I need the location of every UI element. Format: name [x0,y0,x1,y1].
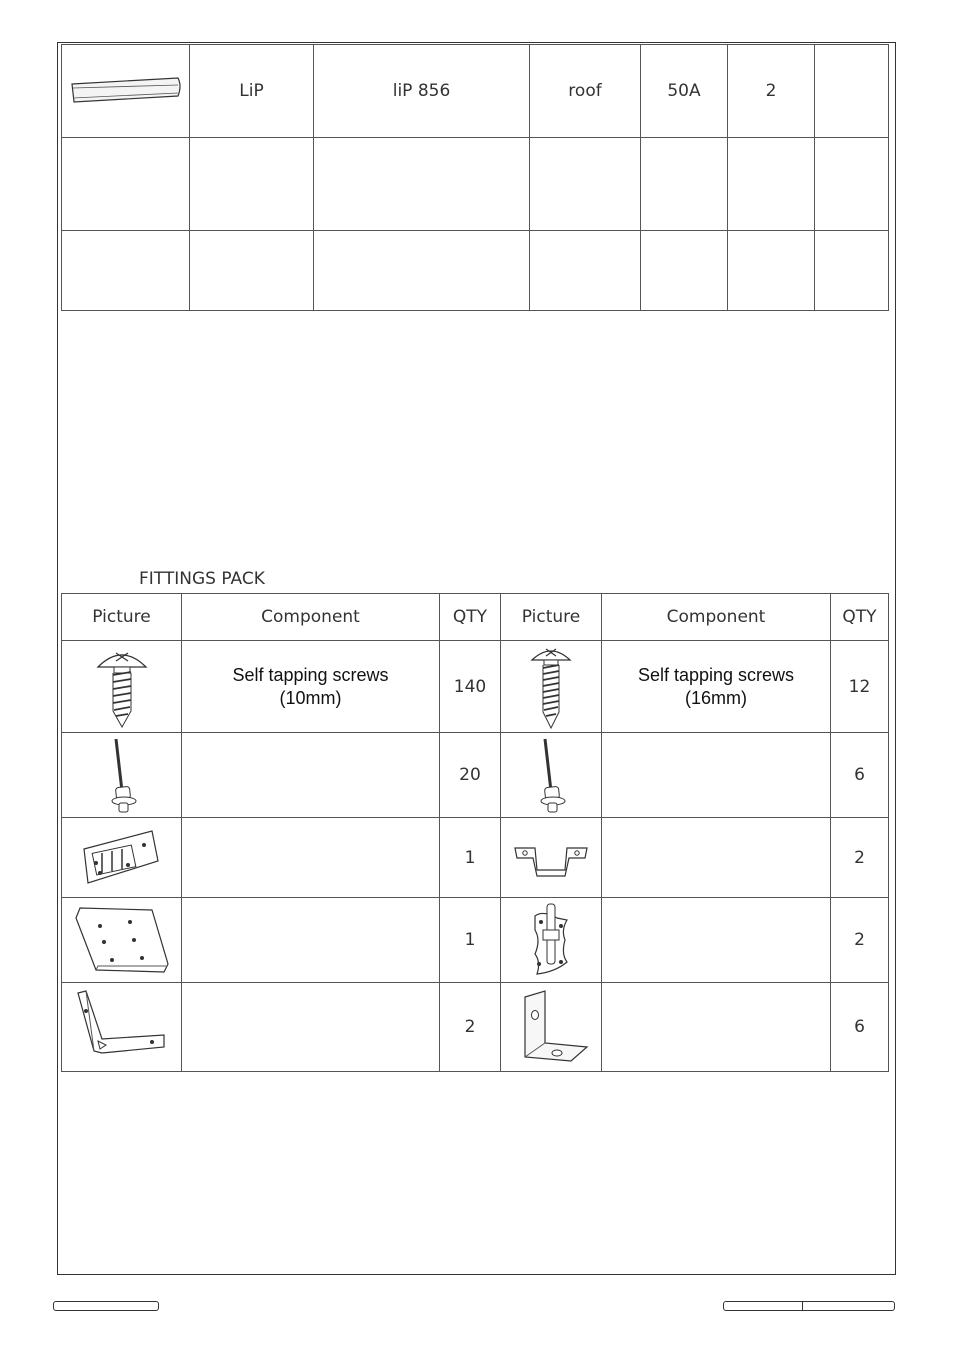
fittings-pack-title: FITTINGS PACK [139,569,265,589]
screw-long-icon [526,644,576,730]
hasp-hinge-icon [80,827,164,889]
screw-short-icon [92,645,152,729]
parts-table [61,44,889,311]
header-component: Component [602,594,831,641]
part-location: roof [530,45,641,138]
fitting-picture [62,983,182,1072]
fitting-picture [62,818,182,898]
fitting-picture [501,983,602,1072]
footer-left-box [53,1301,159,1311]
fitting-qty: 2 [440,983,501,1072]
fitting-component: Self tapping screws (16mm) [602,641,831,733]
fitting-picture [501,733,602,818]
bolt-latch-icon [521,900,581,980]
part-code [314,231,530,311]
corner-bracket-icon [511,987,591,1067]
part-ref [641,138,728,231]
table-row [62,231,889,311]
fitting-picture [62,641,182,733]
table-row [62,983,889,1072]
header-picture: Picture [501,594,602,641]
part-location [530,231,641,311]
part-extra [815,231,889,311]
fitting-picture [501,898,602,983]
fitting-component [182,733,440,818]
fitting-qty: 2 [831,818,889,898]
fitting-picture [62,733,182,818]
fitting-qty: 6 [831,983,889,1072]
table-row [62,138,889,231]
fittings-table [61,593,889,1072]
fitting-picture [501,818,602,898]
part-name [190,138,314,231]
part-qty: 2 [728,45,815,138]
fitting-component [602,733,831,818]
header-component: Component [182,594,440,641]
fitting-qty: 140 [440,641,501,733]
footer-divider [802,1301,803,1311]
fitting-picture [501,641,602,733]
fitting-qty: 2 [831,898,889,983]
header-picture: Picture [62,594,182,641]
fitting-qty: 6 [831,733,889,818]
angle-bracket-icon [72,989,172,1065]
fitting-component [602,818,831,898]
part-location [530,138,641,231]
fitting-component: Self tapping screws (10mm) [182,641,440,733]
header-qty: QTY [831,594,889,641]
header-qty: QTY [440,594,501,641]
part-qty [728,231,815,311]
table-row [62,45,889,138]
fitting-component [602,898,831,983]
table-row [62,898,889,983]
part-qty [728,138,815,231]
fitting-picture [62,898,182,983]
fitting-component [182,818,440,898]
footer-right-box [723,1301,895,1311]
part-code: liP 856 [314,45,530,138]
fitting-component [182,983,440,1072]
fitting-component [602,983,831,1072]
part-picture [62,45,190,138]
fitting-qty: 1 [440,898,501,983]
part-ref: 50A [641,45,728,138]
part-extra [815,138,889,231]
fitting-component [182,898,440,983]
omega-bracket-icon [513,838,589,878]
part-code [314,138,530,231]
part-ref [641,231,728,311]
fitting-qty: 20 [440,733,501,818]
rivet-icon [102,735,142,815]
rivet-icon [531,735,571,815]
table-row [62,818,889,898]
lip-profile-icon [70,76,182,106]
part-picture [62,231,190,311]
table-row [62,641,889,733]
part-picture [62,138,190,231]
flat-plate-icon [72,904,172,976]
fittings-header-row [62,594,889,641]
part-name [190,231,314,311]
fitting-qty: 1 [440,818,501,898]
table-row [62,733,889,818]
part-extra [815,45,889,138]
part-name: LiP [190,45,314,138]
fitting-qty: 12 [831,641,889,733]
